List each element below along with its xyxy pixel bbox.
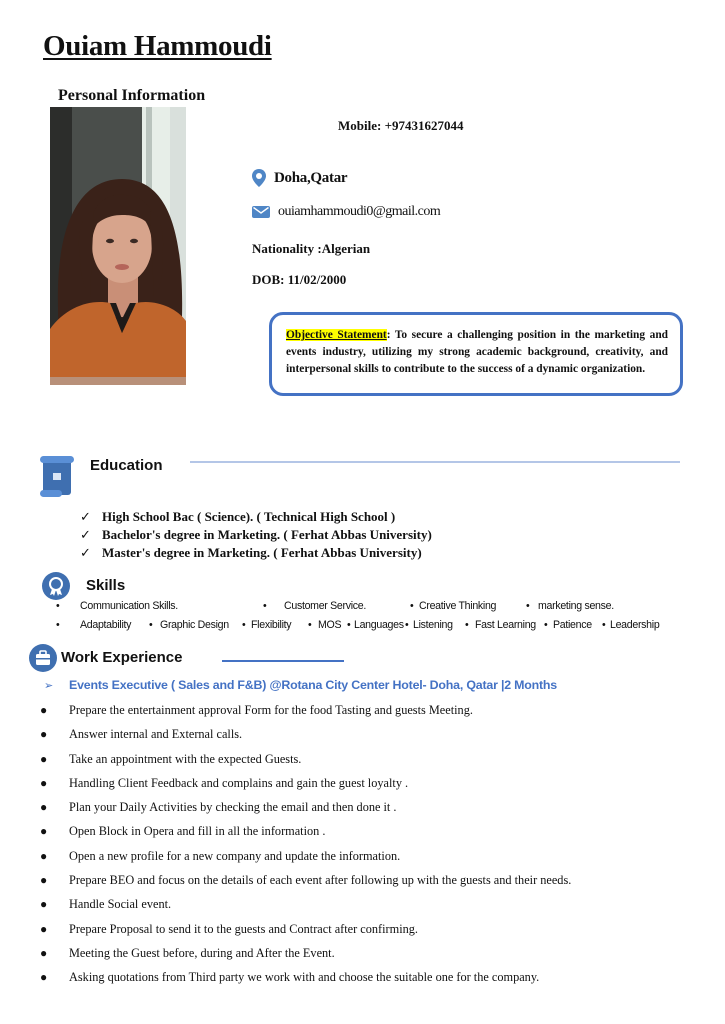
skill-item: Flexibility: [251, 619, 292, 631]
duty-item: ● Meeting the Guest before, during and After the Event.: [40, 945, 335, 960]
mobile-number: Mobile: +97431627044: [338, 118, 464, 133]
resume-name: Ouiam Hammoudi: [43, 30, 272, 62]
skill-item: Languages: [354, 619, 404, 631]
education-item: ✓ Bachelor's degree in Marketing. ( Ferhat Abbas University): [80, 527, 432, 543]
objective-box: [269, 312, 683, 396]
skill-item: Listening: [413, 619, 453, 631]
duty-item: ● Handle Social event.: [40, 897, 172, 912]
skill-item: Fast Learning: [475, 619, 536, 631]
briefcase-icon: [29, 644, 57, 677]
checkmark-icon: ✓: [80, 510, 91, 525]
skills-heading: Skills: [86, 577, 126, 594]
work-experience-heading: Work Experience: [61, 649, 183, 666]
skill-item: Creative Thinking: [419, 600, 497, 612]
email-row: [252, 204, 440, 220]
duty-item: ● Answer internal and External calls.: [40, 727, 243, 742]
checkmark-icon: ✓: [80, 546, 91, 561]
skill-item: marketing sense.: [538, 600, 614, 612]
profile-photo: [50, 107, 186, 385]
duty-item: ● Open a new profile for a new company and update the information.: [40, 848, 401, 863]
education-list: [80, 508, 432, 562]
arrow-bullet-icon: ➢: [44, 679, 54, 692]
objective-text: : To secure a challenging position in the marketing and events industry, utilizing my strong academic background, creativity, and interpersonal skills to contribute to the success of a dynamic organization.: [286, 329, 668, 375]
duty-item: ● Open Block in Opera and fill in all the information .: [40, 824, 326, 839]
date-of-birth: DOB: 11/02/2000: [252, 272, 347, 287]
duty-item: ● Plan your Daily Activities by checking the email and then done it .: [40, 800, 397, 815]
nationality: Nationality :Algerian: [252, 241, 371, 256]
skill-item: Customer Service.: [284, 600, 367, 612]
job-title: ➢ Events Executive ( Sales and F&B) @Rotana City Center Hotel- Doha, Qatar |2 Months: [44, 678, 557, 692]
skill-item: Adaptability: [80, 619, 132, 631]
education-item: ✓ High School Bac ( Science). ( Technical High School ): [80, 509, 396, 525]
duty-item: ● Prepare Proposal to send it to the guests and Contract after confirming.: [40, 921, 419, 936]
duty-item: ● Take an appointment with the expected Guests.: [40, 751, 302, 766]
personal-info-heading: Personal Information: [58, 87, 206, 104]
envelope-icon: [252, 206, 270, 218]
scroll-icon: [40, 456, 76, 503]
checkmark-icon: ✓: [80, 528, 91, 543]
objective-label: Objective Statement: [286, 329, 387, 341]
skill-item: Patience: [553, 619, 592, 631]
education-item: ✓ Master's degree in Marketing. ( Ferhat Abbas University): [80, 545, 422, 561]
location-row: [252, 169, 347, 187]
skill-item: MOS: [318, 619, 342, 631]
skill-item: Graphic Design: [160, 619, 229, 631]
location-text: Doha,Qatar: [274, 169, 348, 186]
location-pin-icon: [252, 169, 266, 187]
skill-item: Communication Skills.: [80, 600, 178, 612]
work-divider: [222, 660, 344, 662]
email-text[interactable]: ouiamhammoudi0@gmail.com: [278, 204, 441, 219]
skills-row-1: • Communication Skills. • Customer Service. • Creative Thinking • marketing sense.: [56, 600, 614, 612]
education-heading: Education: [90, 457, 163, 474]
skills-row-2: • Adaptability • Graphic Design • Flexibility • MOS • Languages • Listening • Fast Learning • Patience • Leadership: [56, 619, 660, 631]
duty-item: ● Prepare the entertainment approval Form for the food Tasting and guests Meeting.: [40, 703, 473, 717]
duties-list: [40, 700, 571, 992]
duty-item: ● Asking quotations from Third party we work with and choose the suitable one for the company.: [40, 970, 540, 985]
education-divider: [190, 461, 680, 463]
duty-item: ● Handling Client Feedback and complains and gain the guest loyalty .: [40, 775, 409, 790]
skill-item: Leadership: [610, 619, 660, 631]
duty-item: ● Prepare BEO and focus on the details of each event after following up with the guests and their needs.: [40, 873, 572, 888]
